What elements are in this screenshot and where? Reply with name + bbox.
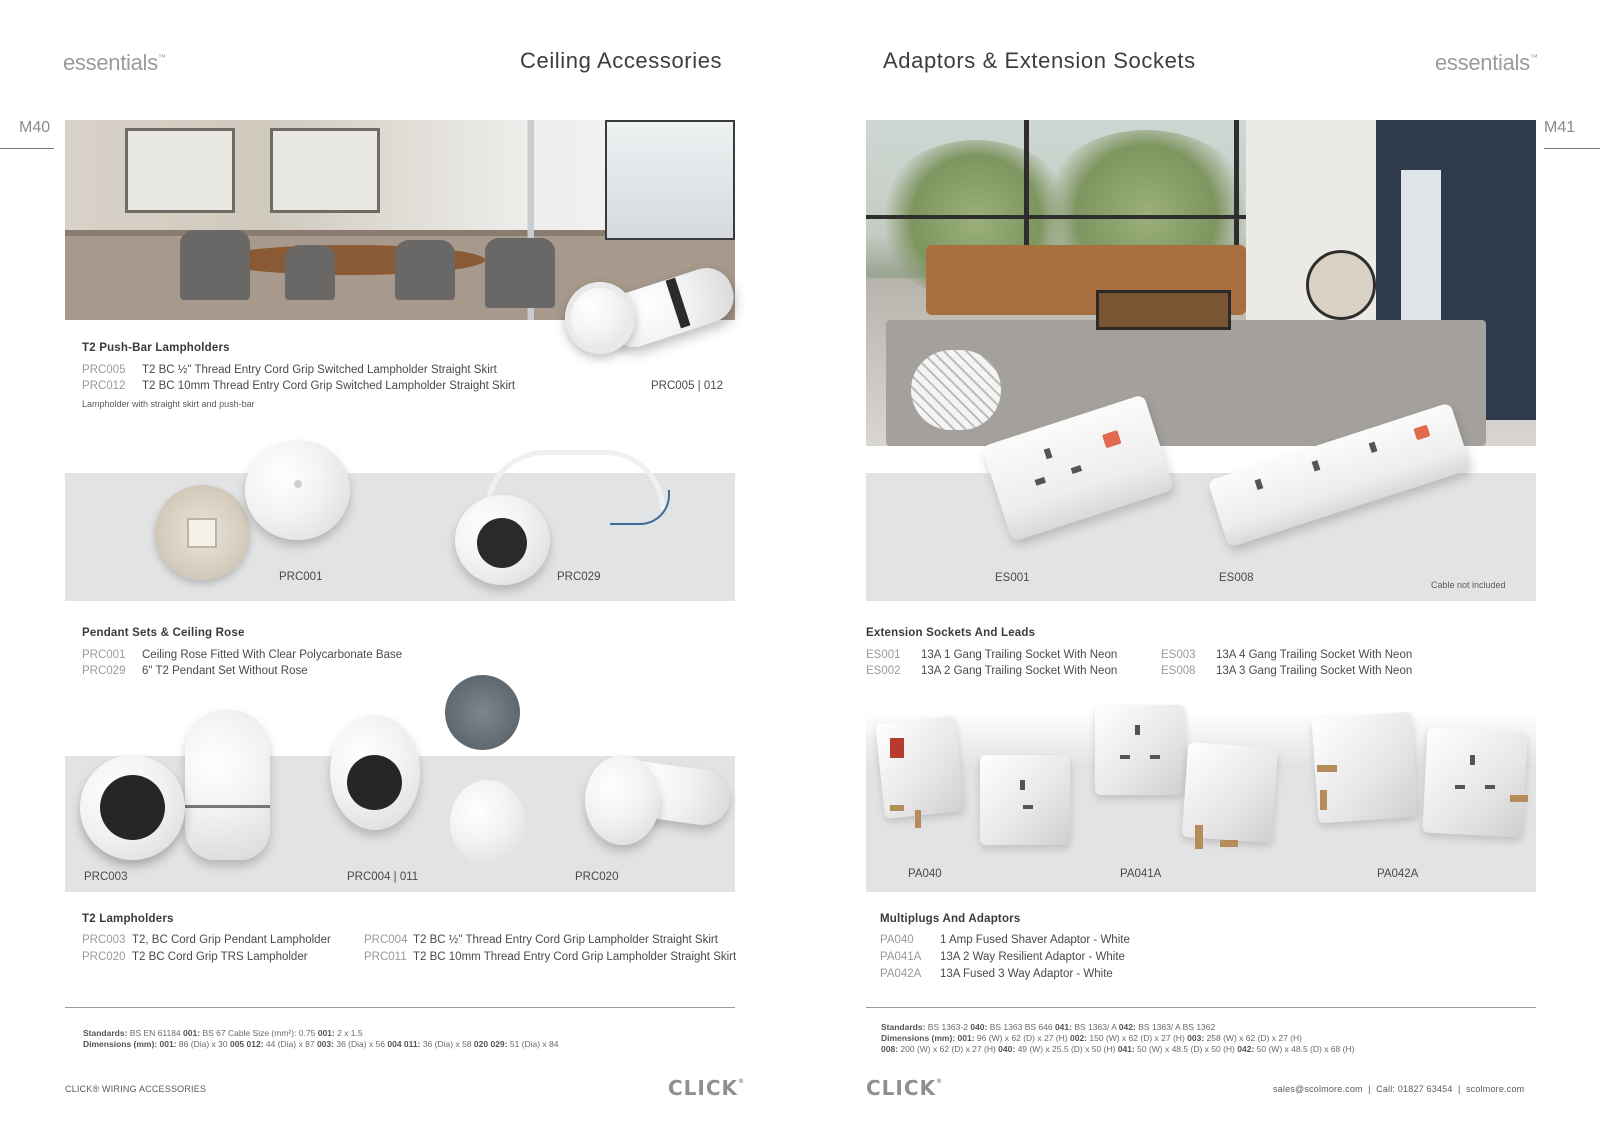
image-caption: PRC029 bbox=[557, 571, 601, 583]
pa040-adaptor-image bbox=[875, 710, 1075, 850]
standards-right: Standards: BS 1363-2 040: BS 1363 BS 646 041: BS 1363/ A 042: BS 1363/ A BS 1362 bbox=[881, 1022, 1216, 1032]
socket-slot bbox=[1044, 448, 1053, 459]
prc005-lampholder-image bbox=[565, 268, 740, 358]
socket-slot bbox=[1023, 805, 1033, 809]
plug-pin bbox=[1320, 790, 1327, 810]
page-number-rule-right bbox=[1544, 148, 1600, 149]
product-code: PRC029 bbox=[82, 665, 126, 677]
product-description: Ceiling Rose Fitted With Clear Polycarbonate Base bbox=[142, 649, 403, 661]
image-caption: PRC003 bbox=[84, 871, 128, 883]
socket-slot bbox=[1150, 755, 1160, 759]
dimensions-left: Dimensions (mm): 001: 86 (Dia) x 30 005 012: 44 (Dia) x 87 003: 36 (Dia) x 56 004 011: 36 (Dia) x 58 020 029: 51 (Dia) x 84 bbox=[83, 1039, 559, 1049]
plug-pin bbox=[890, 805, 904, 811]
section-title-pushbar: T2 Push-Bar Lampholders bbox=[82, 342, 230, 354]
socket-slot bbox=[1470, 755, 1475, 765]
prc020-lampholder-image bbox=[585, 755, 735, 855]
product-row bbox=[364, 934, 718, 946]
pouf bbox=[911, 350, 1001, 430]
socket-slot bbox=[1120, 755, 1130, 759]
footer-separator: | bbox=[1368, 1084, 1371, 1094]
product-row bbox=[82, 380, 515, 392]
product-description: 13A 2 Gang Trailing Socket With Neon bbox=[921, 665, 1118, 677]
window-mullion bbox=[866, 215, 1246, 219]
product-description: 13A Fused 3 Way Adaptor - White bbox=[940, 968, 1113, 980]
product-row bbox=[82, 665, 308, 677]
product-code: ES002 bbox=[866, 665, 901, 677]
standards-left: Standards: BS EN 61184 001: BS 67 Cable Size (mm²): 0.75 001: 2 x 1.5 bbox=[83, 1028, 363, 1038]
product-code: PA040 bbox=[880, 934, 914, 946]
section-title-extension: Extension Sockets And Leads bbox=[866, 627, 1036, 639]
cable-note: Cable not included bbox=[1431, 580, 1506, 590]
product-description: 13A 3 Gang Trailing Socket With Neon bbox=[1216, 665, 1413, 677]
socket-slot bbox=[1485, 785, 1495, 789]
socket-slot bbox=[1455, 785, 1465, 789]
dining-chair bbox=[485, 238, 555, 308]
product-row bbox=[880, 951, 1125, 963]
product-description: 13A 2 Way Resilient Adaptor - White bbox=[940, 951, 1125, 963]
product-code: ES008 bbox=[1161, 665, 1196, 677]
socket-slot bbox=[1135, 725, 1140, 735]
image-caption: PRC004 | 011 bbox=[347, 871, 419, 883]
product-row bbox=[364, 951, 736, 963]
dimensions-right-line1: Dimensions (mm): 001: 96 (W) x 62 (D) x 27 (H) 002: 150 (W) x 62 (D) x 27 (H) 003: 258 (W) x 62 (D) x 27 (H) bbox=[881, 1033, 1302, 1043]
prc003-lampholder-image bbox=[80, 705, 290, 875]
neon-indicator bbox=[1413, 425, 1430, 441]
product-description: 13A 1 Gang Trailing Socket With Neon bbox=[921, 649, 1118, 661]
plug-pin bbox=[915, 810, 921, 828]
image-caption: ES008 bbox=[1219, 572, 1254, 584]
socket-slot bbox=[1369, 442, 1378, 453]
product-row bbox=[880, 934, 1130, 946]
plug-pin bbox=[1510, 795, 1528, 802]
pa041a-adaptor-image bbox=[1095, 700, 1275, 865]
product-code: PA042A bbox=[880, 968, 922, 980]
living-room-photo bbox=[866, 120, 1536, 446]
prc004-011-lampholder-image bbox=[325, 675, 540, 875]
footer-contact bbox=[1273, 1084, 1524, 1094]
product-row bbox=[866, 649, 1117, 661]
product-row bbox=[82, 364, 497, 376]
product-row bbox=[82, 649, 402, 661]
product-note: Lampholder with straight skirt and push-bar bbox=[82, 399, 255, 409]
product-code: PRC012 bbox=[82, 380, 126, 392]
footer-email[interactable]: sales@scolmore.com bbox=[1273, 1084, 1363, 1094]
plug-pin bbox=[1317, 765, 1337, 772]
neon-indicator bbox=[1102, 430, 1122, 448]
product-description: 1 Amp Fused Shaver Adaptor - White bbox=[940, 934, 1130, 946]
click-logo-left: CLICK® bbox=[668, 1076, 746, 1100]
footer-phone: Call: 01827 63454 bbox=[1376, 1084, 1453, 1094]
page-title-left: Ceiling Accessories bbox=[520, 48, 723, 73]
coffee-table bbox=[1096, 290, 1231, 330]
product-description: T2 BC ½" Thread Entry Cord Grip Switched Lampholder Straight Skirt bbox=[142, 364, 497, 376]
image-caption: PRC005 | 012 bbox=[651, 380, 724, 392]
product-row bbox=[880, 968, 1113, 980]
page-number-left: M40 bbox=[19, 119, 51, 136]
product-code: PA041A bbox=[880, 951, 922, 963]
round-chair bbox=[1306, 250, 1376, 320]
click-logo-right: CLICK® bbox=[866, 1076, 944, 1100]
socket-slot bbox=[1312, 460, 1321, 471]
footer-separator: | bbox=[1458, 1084, 1461, 1094]
image-caption: PA041A bbox=[1120, 868, 1162, 880]
wall-art-frame bbox=[125, 128, 235, 213]
product-description: 6" T2 Pendant Set Without Rose bbox=[142, 665, 308, 677]
footer-website[interactable]: scolmore.com bbox=[1465, 1084, 1525, 1094]
brand-logo-right: essentials™ bbox=[1435, 50, 1538, 75]
wall-art-frame bbox=[270, 128, 380, 213]
prc029-pendant-set-image bbox=[455, 440, 695, 590]
product-description: T2 BC ½" Thread Entry Cord Grip Lampholder Straight Skirt bbox=[413, 934, 718, 946]
product-code: PRC020 bbox=[82, 951, 126, 963]
image-caption: PA042A bbox=[1377, 868, 1419, 880]
product-description: 13A 4 Gang Trailing Socket With Neon bbox=[1216, 649, 1413, 661]
product-code: ES001 bbox=[866, 649, 901, 661]
image-caption: ES001 bbox=[995, 572, 1030, 584]
dining-chair bbox=[180, 230, 250, 300]
product-code: PRC003 bbox=[82, 934, 126, 946]
divider-right bbox=[866, 1007, 1536, 1008]
product-description: T2 BC Cord Grip TRS Lampholder bbox=[132, 951, 308, 963]
product-description: T2 BC 10mm Thread Entry Cord Grip Switched Lampholder Straight Skirt bbox=[142, 380, 516, 392]
image-caption: PA040 bbox=[908, 868, 942, 880]
socket-slot bbox=[1071, 465, 1082, 474]
plug-pin bbox=[1220, 840, 1238, 847]
brand-logo-left: essentials™ bbox=[63, 50, 166, 75]
socket-slot bbox=[1255, 479, 1264, 490]
image-caption: PRC020 bbox=[575, 871, 619, 883]
page-number-right: M41 bbox=[1544, 119, 1576, 136]
footer-wiring-accessories: CLICK® WIRING ACCESSORIES bbox=[65, 1084, 207, 1094]
socket-slot bbox=[1035, 477, 1046, 486]
product-code: PRC005 bbox=[82, 364, 126, 376]
product-code: PRC011 bbox=[364, 951, 407, 963]
plug-pin bbox=[1195, 825, 1203, 849]
product-code: PRC001 bbox=[82, 649, 126, 661]
section-title-t2: T2 Lampholders bbox=[82, 913, 174, 925]
fuse-cover bbox=[890, 738, 904, 758]
dining-chair bbox=[395, 240, 455, 300]
door-glass bbox=[1401, 170, 1441, 320]
pa042a-adaptor-image bbox=[1305, 705, 1535, 855]
page-title-right: Adaptors & Extension Sockets bbox=[883, 48, 1196, 73]
image-caption: PRC001 bbox=[279, 571, 323, 583]
product-code: PRC004 bbox=[364, 934, 408, 946]
section-title-multiplugs: Multiplugs And Adaptors bbox=[880, 913, 1021, 925]
product-description: T2 BC 10mm Thread Entry Cord Grip Lampholder Straight Skirt bbox=[413, 951, 737, 963]
divider-left bbox=[65, 1007, 735, 1008]
dimensions-right-line2: 008: 200 (W) x 62 (D) x 27 (H) 040: 49 (W) x 25.5 (D) x 50 (H) 041: 50 (W) x 48.5 (D) x 50 (H) 042: 50 (W) x 48.5 (D) x 68 (H) bbox=[881, 1044, 1355, 1054]
product-row bbox=[1161, 649, 1412, 661]
socket-slot bbox=[1020, 780, 1025, 790]
product-row bbox=[82, 934, 331, 946]
product-description: T2, BC Cord Grip Pendant Lampholder bbox=[132, 934, 331, 946]
window bbox=[605, 120, 735, 240]
product-row bbox=[1161, 665, 1412, 677]
dining-chair bbox=[285, 245, 335, 300]
page-number-rule-left bbox=[0, 148, 54, 149]
product-row bbox=[866, 665, 1117, 677]
product-code: ES003 bbox=[1161, 649, 1196, 661]
product-row bbox=[82, 951, 308, 963]
section-title-pendant: Pendant Sets & Ceiling Rose bbox=[82, 627, 245, 639]
prc001-ceiling-rose-image bbox=[155, 440, 360, 590]
